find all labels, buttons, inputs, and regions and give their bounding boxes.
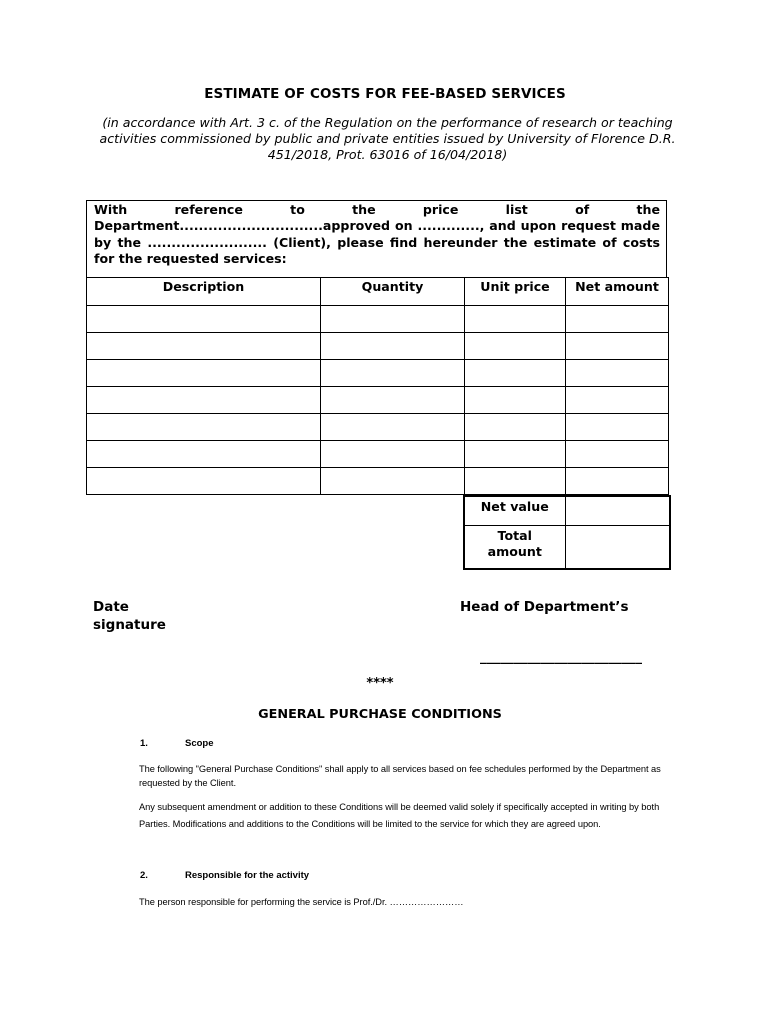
section-title-scope: Scope <box>185 738 214 749</box>
section-number: 2. <box>140 870 148 881</box>
net-value-field[interactable] <box>565 496 670 525</box>
table-row <box>87 414 669 441</box>
unit-price-cell[interactable] <box>465 360 566 387</box>
quantity-cell[interactable] <box>321 414 465 441</box>
unit-price-cell[interactable] <box>465 306 566 333</box>
table-row <box>87 306 669 333</box>
table-row <box>87 387 669 414</box>
header-description: Description <box>87 278 321 306</box>
section-number: 1. <box>140 738 148 749</box>
net-amount-cell[interactable] <box>566 360 669 387</box>
quantity-cell[interactable] <box>321 441 465 468</box>
cost-table <box>86 277 669 495</box>
table-row <box>87 333 669 360</box>
quantity-cell[interactable] <box>321 468 465 495</box>
unit-price-cell[interactable] <box>465 387 566 414</box>
document-title: ESTIMATE OF COSTS FOR FEE-BASED SERVICES <box>204 86 566 102</box>
net-amount-cell[interactable] <box>566 306 669 333</box>
total-amount-label: Total amount <box>464 525 565 569</box>
description-cell[interactable] <box>87 468 321 495</box>
quantity-cell[interactable] <box>321 387 465 414</box>
header-unit-price: Unit price <box>465 278 566 306</box>
header-quantity: Quantity <box>321 278 465 306</box>
unit-price-cell[interactable] <box>465 468 566 495</box>
net-amount-cell[interactable] <box>566 468 669 495</box>
net-value-row <box>464 496 670 525</box>
header-net-amount: Net amount <box>566 278 669 306</box>
section-title-responsible: Responsible for the activity <box>185 870 310 881</box>
responsible-paragraph: The person responsible for performing the service is Prof./Dr. …………………… <box>139 897 464 907</box>
document-subtitle: (in accordance with Art. 3 c. of the Regulation on the performance of research or teaching activities commissioned by public and private entities issued by University of Florence D.R. 451/2018, Prot. 63016 of 16/04/2018) <box>99 115 676 162</box>
net-amount-cell[interactable] <box>566 414 669 441</box>
description-cell[interactable] <box>87 441 321 468</box>
quantity-cell[interactable] <box>321 360 465 387</box>
table-header-row <box>87 278 669 306</box>
head-of-department-label: Head of Department’s <box>460 599 629 615</box>
description-cell[interactable] <box>87 333 321 360</box>
net-value-label: Net value <box>464 496 565 525</box>
scope-paragraph-1: The following "General Purchase Conditions" shall apply to all services based on fee schedules performed by the Department as requested by the Client. <box>139 764 661 788</box>
scope-paragraph-2: Any subsequent amendment or addition to these Conditions will be deemed valid solely if specifically accepted in writing by both Parties. Modifications and additions to the Conditions will be limited to the service for which they are agreed upon. <box>139 802 660 829</box>
description-cell[interactable] <box>87 306 321 333</box>
signature-line: ________________________ <box>480 649 642 665</box>
table-row <box>87 468 669 495</box>
description-cell[interactable] <box>87 387 321 414</box>
description-cell[interactable] <box>87 414 321 441</box>
intro-box <box>86 200 667 277</box>
total-amount-row <box>464 525 670 569</box>
net-amount-cell[interactable] <box>566 441 669 468</box>
description-cell[interactable] <box>87 360 321 387</box>
quantity-cell[interactable] <box>321 333 465 360</box>
conditions-title: GENERAL PURCHASE CONDITIONS <box>258 707 502 722</box>
intro-text: With reference to the price list of the Department..............................approved on ............., and upon request made by the ......................... (Client), please find hereunder the estimate of costs for the requested services: <box>94 202 660 266</box>
total-amount-field[interactable] <box>565 525 670 569</box>
totals-table <box>463 495 671 570</box>
date-signature-label: Date signature <box>93 599 166 633</box>
unit-price-cell[interactable] <box>465 414 566 441</box>
unit-price-cell[interactable] <box>465 333 566 360</box>
unit-price-cell[interactable] <box>465 441 566 468</box>
table-row <box>87 360 669 387</box>
section-separator: **** <box>366 676 394 691</box>
table-row <box>87 441 669 468</box>
quantity-cell[interactable] <box>321 306 465 333</box>
net-amount-cell[interactable] <box>566 387 669 414</box>
net-amount-cell[interactable] <box>566 333 669 360</box>
